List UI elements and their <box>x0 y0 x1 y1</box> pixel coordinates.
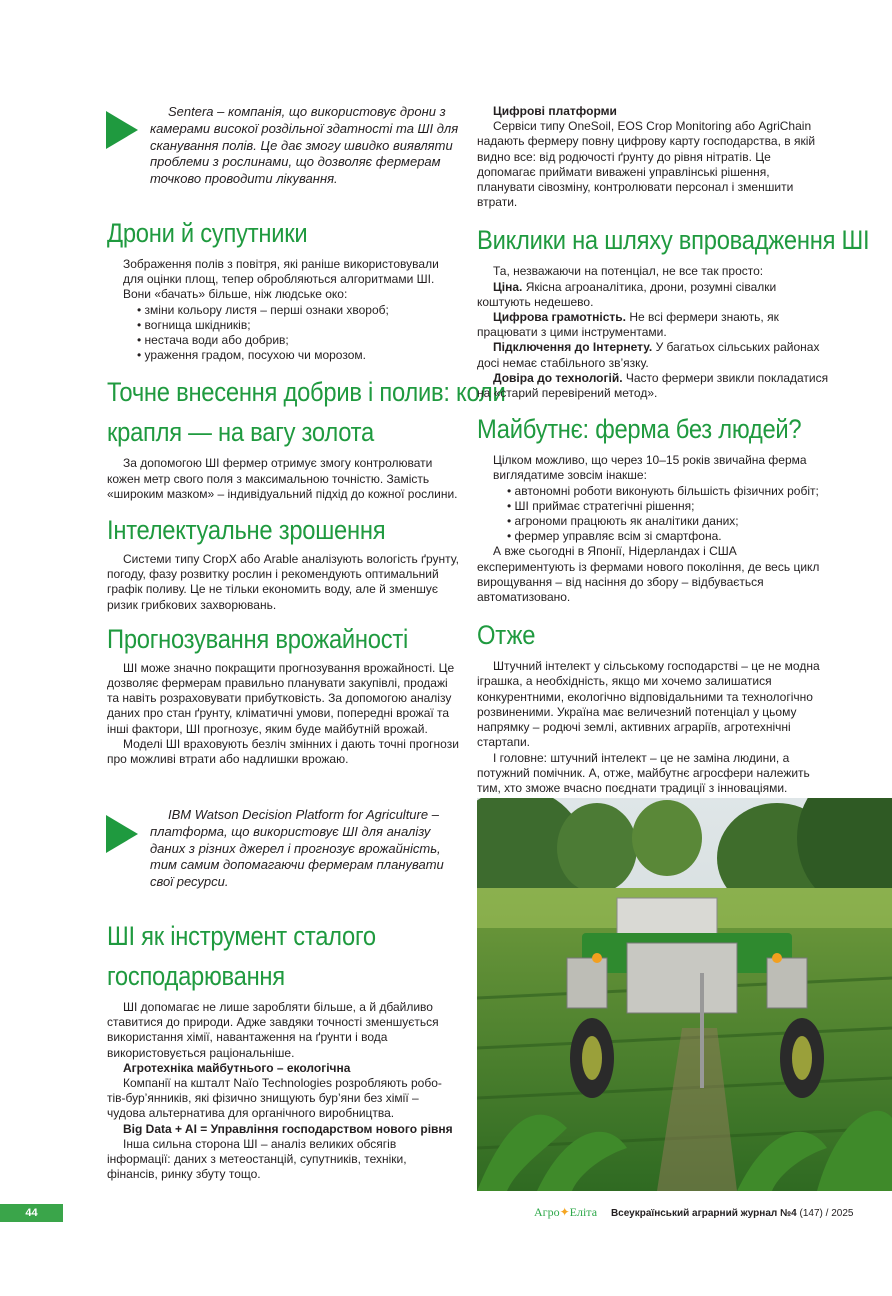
forecast-text: Моделі ШІ враховують безліч змінних і дають точні прогнози про можливі втрати або надлишки врожаю. <box>107 736 459 767</box>
heading-drones: Дрони й супутники <box>107 218 308 248</box>
challenge-text: Якісна агроаналітика, дрони, розумні сівалки коштують недешево. <box>477 279 777 309</box>
future-bullet: • ШІ приймає стратегічні рішення; <box>507 498 695 513</box>
conclusion-text: І головне: штучний інтелект – це не заміна людини, а потужний помічник. А, отже, майбутнє агросфери належить тим, хто зможе вчасно поєднати традиції з інноваціями. <box>477 750 810 795</box>
issue-year: / 2025 <box>825 1208 854 1219</box>
pull-quote-sentera: Sentera – компанія, що використовує дрони з камерами високої роздільної здатності та ШІ для сканування полів. Це дає змогу швидко виявляти проблеми з рослинами, що дозволяє фермерам точково проводити лікування. <box>150 104 459 187</box>
drones-bullet: • зміни кольору листя – перші ознаки хвороб; <box>137 302 389 317</box>
heading-future: Майбутнє: ферма без людей? <box>477 414 802 445</box>
future-intro: Цілком можливо, що через 10–15 років звичайна ферма виглядатиме зовсім інакше: <box>493 453 807 483</box>
conclusion-text: Штучний інтелект у сільському господарстві – це не модна іграшка, а необхідність, якщо ми хочемо залишатися конкурентними, екологічно відповідальними та технологічно розвиненими. Україна має величезний потенціал у цьому напрямку – родючі землі, активних аграріїв, агротехнічні стартапи. <box>477 659 820 750</box>
heading-conclusion: Отже <box>477 620 536 651</box>
left-column <box>107 213 506 767</box>
heading-irrigation: Інтелектуальне зрошення <box>107 515 386 546</box>
pull-quote-ibm: IBM Watson Decision Platform for Agriculture – платформа, що використовує ШІ для аналізу даних з різних джерел і прогнозує врожайність, тим самим допомагаючи фермерам планувати свої ресурси. <box>150 807 444 890</box>
journal-name: Всеукраїнський аграрний журнал <box>610 1208 778 1219</box>
future-bullet: • фермер управляє всім зі смартфона. <box>507 529 722 544</box>
logo-part2: Еліта <box>569 1205 598 1219</box>
future-bullet: • агрономи працюють як аналітики даних; <box>507 514 739 529</box>
left-column-lower <box>107 916 459 1182</box>
challenge-item <box>477 340 829 370</box>
drones-intro: Зображення полів з повітря, які раніше використовували для оцінки площ, тепер обробляються алгоритмами ШІ. Вони «бачать» більше, ніж людське око: <box>123 257 439 302</box>
challenges-intro: Та, незважаючи на потенціал, не все так просто: <box>493 264 764 279</box>
precision-text: За допомогою ШІ фермер отримує змогу контролювати кожен метр свого поля з максимальною точністю. Замість «широким мазком» – індивідуальний підхід до кожної рослини. <box>107 456 458 501</box>
logo-part1: Агро <box>534 1205 560 1219</box>
challenge-label: Підключення до Інтернету. <box>493 340 653 355</box>
forecast-text: ШІ може значно покращити прогнозування врожайності. Це дозволяє фермерам правильно планувати закупівлі, продажі та навіть розраховувати прибутковість. За допомогою аналізу даних про стан ґрунту, кліматичні умови, попередні врожаї та інші фактори, ШІ прогнозує, яким буде майбутній врожай. <box>107 660 455 736</box>
challenge-item <box>477 371 829 401</box>
heading-sustain-line2: господарювання <box>107 961 285 991</box>
digital-text: Сервіси типу OneSoil, EOS Crop Monitoring або AgriChain надають фермеру повну цифрову карту господарства, в якій видно все: від родючості ґрунту до рівня нітратів. Це допомагає приймати виважені управлінські рішення, планувати сівозміну, контролювати персонал і зменшити втрати. <box>477 119 816 210</box>
subheading-agro: Агротехніка майбутнього – екологічна <box>123 1060 351 1075</box>
logo-star-icon: ✦ <box>559 1205 570 1219</box>
issue-number: (147) <box>799 1208 823 1219</box>
challenge-item <box>477 310 829 340</box>
footer <box>534 1205 853 1221</box>
future-bullet: • автономні роботи виконують більшість фізичних робіт; <box>507 483 819 498</box>
challenge-label: Довіра до технологій. <box>493 370 623 385</box>
heading-forecast: Прогнозування врожайності <box>107 623 408 654</box>
challenge-text: У багатьох сільських районах досі немає стабільного зв’язку. <box>477 340 820 370</box>
heading-precision-line2: крапля — на вагу золота <box>107 417 374 448</box>
heading-sustain-line1: ШІ як інструмент сталого <box>107 921 376 951</box>
heading-challenges: Виклики на шляху впровадження ШІ <box>477 225 870 256</box>
challenge-item <box>477 280 829 310</box>
challenge-label: Цифрова грамотність. <box>493 310 627 325</box>
right-column <box>477 104 870 817</box>
future-outro: А вже сьогодні в Японії, Нідерландах і США експериментують із фермами нового покоління, де весь цикл вирощування – від насіння до збору – відбувається автоматизовано. <box>477 544 820 605</box>
journal-logo <box>534 1205 597 1219</box>
drones-bullet: • нестача води або добрив; <box>137 333 289 348</box>
issue-label: №4 <box>780 1208 797 1219</box>
robot-field-illustration <box>477 798 892 1191</box>
heading-precision-line1: Точне внесення добрив і полив: коли <box>107 377 506 408</box>
subheading-bigdata: Big Data + AI = Управління господарством нового рівня <box>123 1121 453 1136</box>
weeding-robot-photo <box>477 798 892 1191</box>
challenge-label: Ціна. <box>493 279 523 294</box>
challenge-text: Часто фермери звикли покладатися на «старий перевірений метод». <box>477 370 829 401</box>
challenge-text: Не всі фермери знають, як працювати з цими інструментами. <box>477 310 779 340</box>
agro-text: Компанії на кшталт Naïo Technologies розробляють робо-тів-бур’янників, які фізично знищують бур’яни без хімії – чудова альтернатива для органічного виробництва. <box>107 1076 442 1121</box>
drones-bullet: • ураження градом, посухою чи морозом. <box>137 348 366 363</box>
sustain-text: ШІ допомагає не лише заробляти більше, а й дбайливо ставитися до природи. Адже завдяки точності зменшується використання хімії, навантаження на ґрунти і вода використовується раціональніше. <box>107 1000 439 1060</box>
page-number: 44 <box>0 1204 63 1222</box>
drones-bullet: • вогнища шкідників; <box>137 317 251 332</box>
bigdata-text: Інша сильна сторона ШІ – аналіз великих обсягів інформації: даних з метеостанцій, супутників, техніки, фінансів, ринку збуту тощо. <box>107 1136 407 1182</box>
quote-arrow-icon <box>106 815 138 853</box>
quote-arrow-icon <box>106 111 138 149</box>
irrigation-text: Системи типу CropX або Arable аналізують вологість ґрунту, погоду, фазу розвитку рослин і рекомендують оптимальний графік поливу. Це не тільки економить воду, але й зменшує ризик грибкових захворювань. <box>107 552 459 612</box>
subheading-digital: Цифрові платформи <box>493 104 617 118</box>
